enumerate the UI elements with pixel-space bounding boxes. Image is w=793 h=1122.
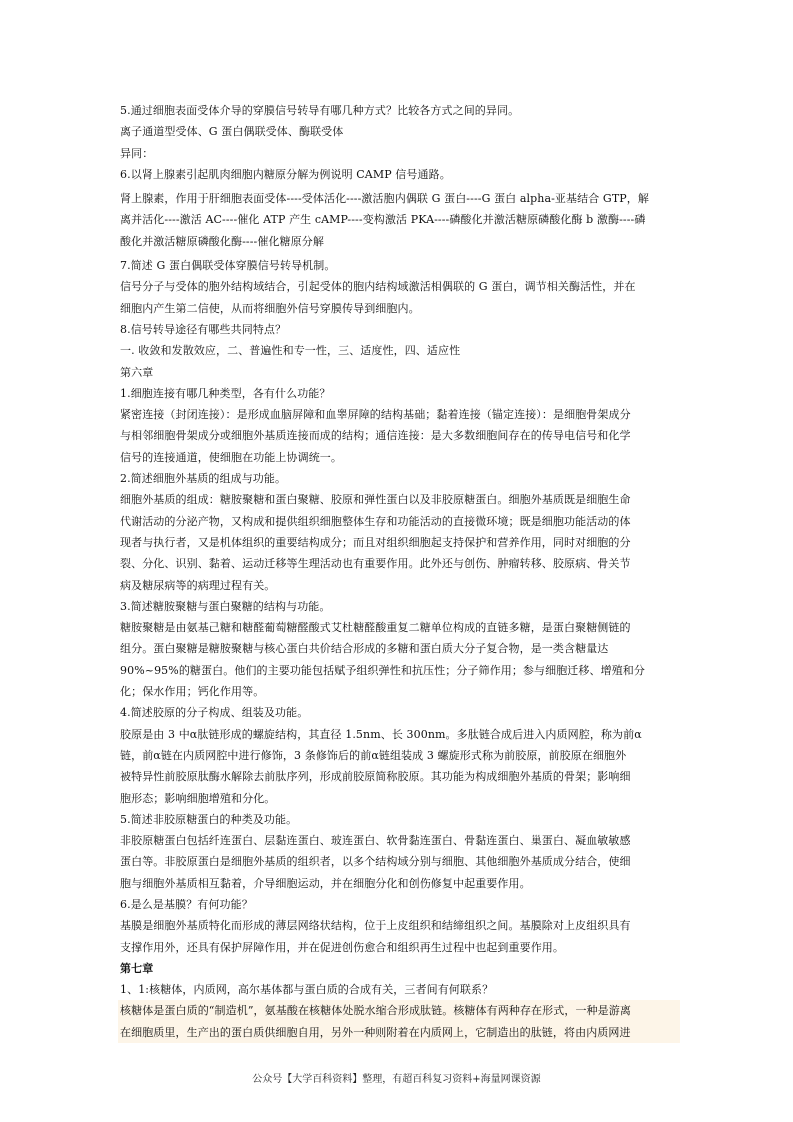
question-line: 8.信号转导途径有哪些共同特点？ (120, 322, 287, 336)
document-body (120, 100, 676, 1043)
answer-line: 组分。蛋白聚糖是糖胺聚糖与核心蛋白共价结合形成的多糖和蛋白质大分子复合物，是一类含糖量达 (120, 642, 609, 656)
answer-line: 被特异性前胶原肽酶水解除去前肽序列，形成前胶原简称胶原。其功能为构成细胞外基质的骨架；影响细 (120, 770, 631, 784)
answer-line: 细胞内产生第二信使，从而将细胞外信号穿膜传导到细胞内。 (120, 301, 420, 315)
answer-line: 一. 收敛和发散效应，二、普遍性和专一性，三、适度性，四、适应性 (120, 344, 461, 358)
answer-line: 紧密连接（封闭连接）：是形成血脑屏障和血睾屏障的结构基础；黏着连接（锚定连接）：是细胞骨架成分 (120, 408, 631, 422)
page-footer: 公众号【大学百科资料】整理，有超百科复习资料+海量网课资源 (252, 1074, 541, 1085)
answer-line: 糖胺聚糖是由氨基己糖和糖醛葡萄糖醛酸式艾杜糖醛酸重复二糖单位构成的直链多糖，是蛋白聚糖侧链的 (120, 621, 631, 635)
highlighted-answer-line: 在细胞质里，生产出的蛋白质供细胞自用，另外一种则附着在内质网上，它制造出的肽链，将由内质网进 (118, 1022, 680, 1043)
question-line: 6.是么是基膜？有何功能？ (120, 897, 253, 911)
answer-line: 信号的连接通道，使细胞在功能上协调统一。 (120, 450, 342, 464)
question-line: 6.以肾上腺素引起肌肉细胞内糖原分解为例说明 CAMP 信号通路。 (120, 167, 451, 181)
question-line: 4.简述胶原的分子构成、组装及功能。 (120, 706, 309, 720)
answer-line: 代谢活动的分泌产物，又构成和提供组织细胞整体生存和功能活动的直接微环境；既是细胞功能活动的体 (120, 514, 631, 528)
answer-line: 离子通道型受体、G 蛋白偶联受体、酶联受体 (120, 125, 344, 139)
question-line: 1.细胞连接有哪几种类型，各有什么功能？ (120, 386, 331, 400)
answer-line: 胞形态；影响细胞增殖和分化。 (120, 791, 276, 805)
answer-line: 胶原是由 3 中α肽链形成的螺旋结构，其直径 1.5nm、长 300nm。多肽链合成后进入内质网腔，称为前α (120, 727, 642, 741)
answer-line: 与相邻细胞骨架成分或细胞外基质连接而成的结构；通信连接：是大多数细胞间存在的传导电信号和化学 (120, 429, 631, 443)
answer-line: 信号分子与受体的胞外结构域结合，引起受体的胞内结构域激活相偶联的 G 蛋白，调节相关酶活性，并在 (120, 280, 636, 294)
answer-line: 酸化并激活糖原磷酸化酶----催化糖原分解 (120, 234, 324, 248)
answer-line: 细胞外基质的组成：糖胺聚糖和蛋白聚糖、胶原和弹性蛋白以及非胶原糖蛋白。细胞外基质既是细胞生命 (120, 493, 631, 507)
answer-line: 裂、分化、识别、黏着、运动迁移等生理活动也有重要作用。此外还与创伤、肿瘤转移、胶原病、骨关节 (120, 557, 631, 571)
highlighted-answer-line: 核糖体是蛋白质的“制造机”，氨基酸在核糖体处脱水缩合形成肽链。核糖体有两种存在形式，一种是游离 (118, 1000, 680, 1021)
question-line: 5.简述非胶原糖蛋白的种类及功能。 (120, 812, 298, 826)
answer-line: 基膜是细胞外基质特化而形成的薄层网络状结构，位于上皮组织和结缔组织之间。基膜除对上皮组织具有 (120, 919, 631, 933)
question-line: 5.通过细胞表面受体介导的穿膜信号转导有哪几种方式？比较各方式之间的异同。 (120, 104, 520, 117)
answer-line: 链，前α链在内质网腔中进行修饰，3 条修饰后的前α链组装成 3 螺旋形式称为前胶原，前胶原在细胞外 (120, 748, 627, 762)
answer-line: 离并活化----激活 AC----催化 ATP 产生 cAMP----变构激活 PKA----磷酸化并激活糖原磷酸化酶 b 激酶----磷 (120, 213, 646, 227)
answer-line: 90%~95%的糖蛋白。他们的主要功能包括赋予组织弹性和抗压性；分子筛作用；参与细胞迁移、增殖和分 (120, 663, 646, 677)
chapter-heading: 第七章 (120, 961, 154, 975)
answer-line: 支撑作用外，还具有保护屏障作用，并在促进创伤愈合和组织再生过程中也起到重要作用。 (120, 940, 564, 954)
answer-line: 现者与执行者，又是机体组织的重要结构成分；而且对组织细胞起支持保护和营养作用，同时对细胞的分 (120, 535, 631, 549)
question-line: 7.简述 G 蛋白偶联受体穿膜信号转导机制。 (120, 259, 336, 273)
answer-line: 非胶原糖蛋白包括纤连蛋白、层黏连蛋白、玻连蛋白、软骨黏连蛋白、骨黏连蛋白、巢蛋白、凝血敏敏感 (120, 834, 631, 848)
answer-line: 第六章 (120, 365, 154, 379)
answer-line: 蛋白等。非胶原蛋白是细胞外基质的组织者，以多个结构域分别与细胞、其他细胞外基质成分结合，使细 (120, 855, 631, 869)
question-line: 2.简述细胞外基质的组成与功能。 (120, 472, 287, 486)
answer-line: 胞与细胞外基质相互黏着，介导细胞运动，并在细胞分化和创伤修复中起重要作用。 (120, 876, 531, 890)
answer-line: 病及糖尿病等的病理过程有关。 (120, 578, 276, 592)
answer-line: 肾上腺素，作用于肝细胞表面受体----受体活化----激活胞内偶联 G 蛋白----G 蛋白 alpha-亚基结合 GTP，解 (120, 192, 649, 206)
question-line: 3.简述糖胺聚糖与蛋白聚糖的结构与功能。 (120, 599, 331, 613)
answer-line: 异同： (120, 146, 154, 160)
answer-line: 化；保水作用；钙化作用等。 (120, 685, 265, 699)
answer-line: 1、1:核糖体，内质网，高尔基体都与蛋白质的合成有关，三者间有何联系？ (120, 983, 494, 997)
